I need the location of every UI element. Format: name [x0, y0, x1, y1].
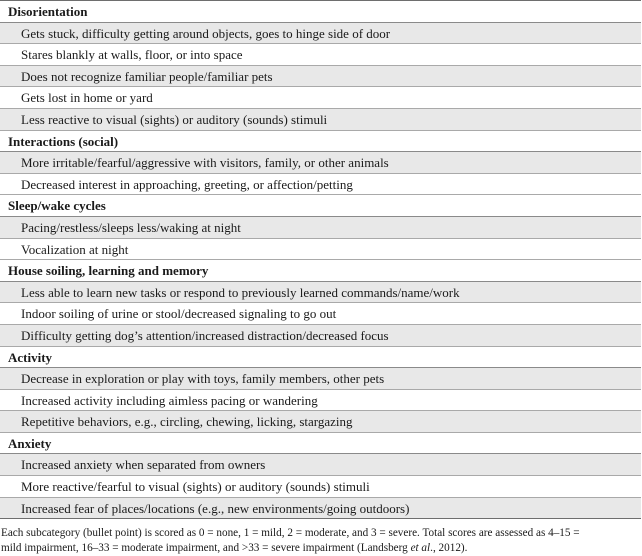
subcategory-row: Gets lost in home or yard — [0, 87, 641, 109]
subcategory-row: Increased fear of places/locations (e.g., new environments/going outdoors) — [0, 498, 641, 520]
footnote-line-2 — [1, 541, 641, 556]
subcategory-row: Decreased interest in approaching, greeting, or affection/petting — [0, 174, 641, 196]
subcategory-row: Gets stuck, difficulty getting around objects, goes to hinge side of door — [0, 23, 641, 45]
subcategory-row: Less reactive to visual (sights) or auditory (sounds) stimuli — [0, 109, 641, 131]
category-header: Interactions (social) — [0, 131, 641, 153]
subcategory-row: Vocalization at night — [0, 239, 641, 261]
category-header: Anxiety — [0, 433, 641, 455]
subcategory-row: Increased activity including aimless pacing or wandering — [0, 390, 641, 412]
subcategory-row: Stares blankly at walls, floor, or into space — [0, 44, 641, 66]
subcategory-row: Increased anxiety when separated from owners — [0, 454, 641, 476]
category-header: Sleep/wake cycles — [0, 195, 641, 217]
subcategory-row: More irritable/fearful/aggressive with visitors, family, or other animals — [0, 152, 641, 174]
subcategory-row: More reactive/fearful to visual (sights) or auditory (sounds) stimuli — [0, 476, 641, 498]
subcategory-row: Pacing/restless/sleeps less/waking at night — [0, 217, 641, 239]
category-header: Activity — [0, 347, 641, 369]
subcategory-row: Less able to learn new tasks or respond to previously learned commands/name/work — [0, 282, 641, 304]
footnote-citation-italic: et al — [410, 542, 431, 554]
category-header: House soiling, learning and memory — [0, 260, 641, 282]
subcategory-row: Decrease in exploration or play with toys, family members, other pets — [0, 368, 641, 390]
table-footnote — [1, 526, 641, 556]
footnote-line-2-text: mild impairment, 16–33 = moderate impairment, and >33 = severe impairment (Landsberg — [1, 542, 411, 554]
subcategory-row: Does not recognize familiar people/familiar pets — [0, 66, 641, 88]
subcategory-row: Repetitive behaviors, e.g., circling, chewing, licking, stargazing — [0, 411, 641, 433]
category-header: Disorientation — [0, 1, 641, 23]
footnote-line-1: Each subcategory (bullet point) is scored as 0 = none, 1 = mild, 2 = moderate, and 3 = severe. Total scores are assessed as 4–15 = — [1, 527, 580, 539]
subcategory-row: Indoor soiling of urine or stool/decreased signaling to go out — [0, 303, 641, 325]
footnote-line-2-end: ., 2012). — [430, 542, 468, 554]
subcategory-row: Difficulty getting dog’s attention/increased distraction/decreased focus — [0, 325, 641, 347]
